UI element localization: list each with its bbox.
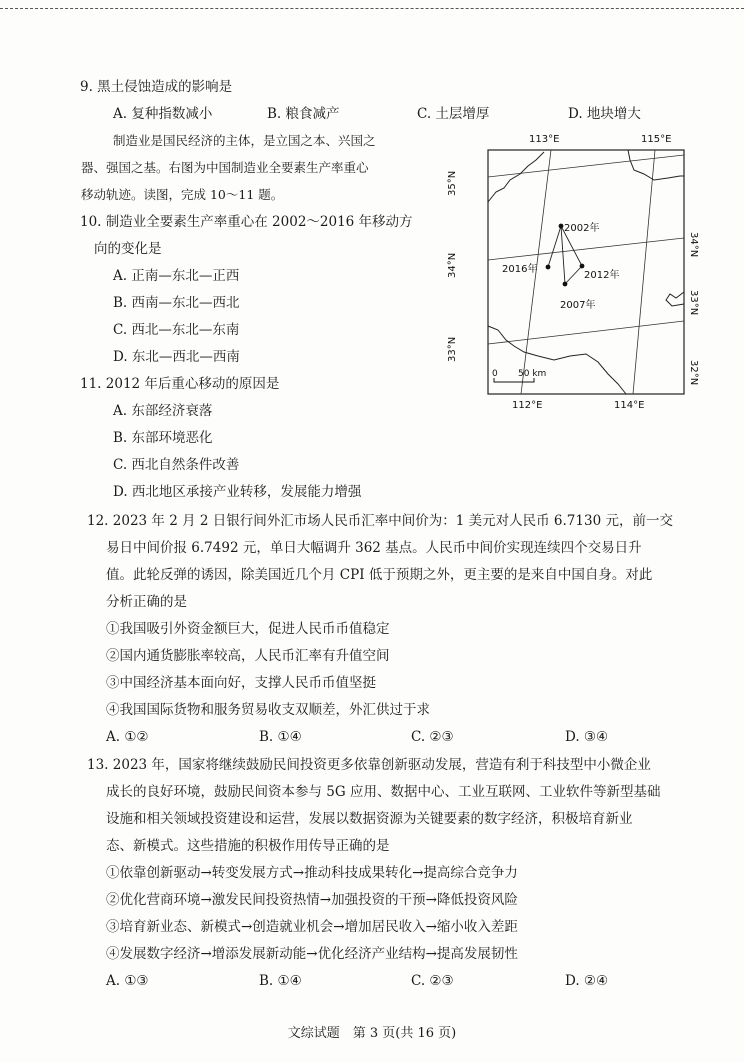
q13-stem-line-3: 设施和相关领域投资建设和运营，发展以数据资源为关键要素的数字经济，积极培育新业 — [106, 811, 633, 827]
q12-item-4: ④我国国际货物和服务贸易收支双顺差，外汇供过于求 — [106, 702, 430, 718]
lat-left-34: 34°N — [447, 252, 458, 278]
q12-stem-line-2: 易日中间价报 6.7492 元，单日大幅调升 362 基点。人民币中间价实现连续四个交易日升 — [106, 540, 642, 556]
label-2007: 2007年 — [560, 300, 596, 311]
q10-option-a: A. 正南—东北—正西 — [113, 268, 240, 284]
intro-line-1: 制造业是国民经济的主体，是立国之本、兴国之 — [113, 133, 376, 148]
label-2012: 2012年 — [584, 270, 620, 281]
lat-right-33: 33°N — [688, 290, 699, 316]
q13-stem-line-2: 成长的良好环境，鼓励民间资本参与 5G 应用、数据中心、工业互联网、工业软件等新型基础 — [106, 784, 661, 800]
point-2016 — [546, 265, 551, 270]
q9-option-c: C. 土层增厚 — [417, 106, 490, 122]
q12-stem-line-4: 分析正确的是 — [106, 594, 187, 610]
q12-item-3: ③中国经济基本面向好，支撑人民币币值坚挺 — [106, 675, 376, 691]
point-2002 — [559, 224, 564, 229]
q13-item-2: ②优化营商环境→激发民间投资热情→加强投资的干预→降低投资风险 — [106, 892, 518, 908]
page-footer: 文综试题 第 3 页(共 16 页) — [287, 1026, 457, 1041]
q12-option-b: B. ①④ — [259, 729, 302, 745]
lat-left-35: 35°N — [447, 170, 458, 196]
q12-item-1: ①我国吸引外资金额巨大，促进人民币币值稳定 — [106, 621, 390, 637]
q9-option-a: A. 复种指数减小 — [113, 106, 213, 122]
q13-stem-line-4: 态、新模式。这些措施的积极作用传导正确的是 — [106, 838, 390, 854]
q9-stem: 9. 黑土侵蚀造成的影响是 — [80, 79, 233, 95]
lon-top-113: 113°E — [529, 134, 560, 145]
lat-left-33: 33°N — [447, 336, 458, 362]
q12-option-c: C. ②③ — [411, 729, 454, 745]
q13-item-1: ①依靠创新驱动→转变发展方式→推动科技成果转化→提高综合竞争力 — [106, 865, 518, 881]
q11-option-b: B. 东部环境恶化 — [113, 430, 213, 446]
q9-option-b: B. 粮食减产 — [267, 106, 340, 122]
q11-option-c: C. 西北自然条件改善 — [113, 457, 240, 473]
lon-bottom-114: 114°E — [614, 400, 645, 411]
scale-bar — [492, 369, 546, 382]
q10-option-d: D. 东北—西北—西南 — [113, 349, 240, 365]
q11-option-d: D. 西北地区承接产业转移，发展能力增强 — [113, 484, 362, 500]
q13-option-c: C. ②③ — [411, 973, 454, 989]
q13-option-a: A. ①③ — [106, 973, 149, 989]
q11-option-a: A. 东部经济衰落 — [113, 403, 213, 419]
q12-option-d: D. ③④ — [565, 729, 609, 745]
point-2007 — [563, 282, 568, 287]
q11-stem: 11. 2012 年后重心移动的原因是 — [80, 376, 280, 392]
q10-stem-line-2: 向的变化是 — [94, 241, 162, 257]
q12-stem-line-1: 12. 2023 年 2 月 2 日银行间外汇市场人民币汇率中间价为：1 美元对人民币 6.7130 元，前一交 — [87, 513, 673, 529]
q13-item-3: ③培育新业态、新模式→创造就业机会→增加居民收入→缩小收入差距 — [106, 919, 518, 935]
q13-option-b: B. ①④ — [259, 973, 302, 989]
q13-stem-line-1: 13. 2023 年，国家将继续鼓励民间投资更多依靠创新驱动发展，营造有利于科技型中小微企业 — [87, 757, 651, 773]
label-2016: 2016年 — [502, 264, 538, 275]
intro-line-3: 移动轨迹。读图，完成 10～11 题。 — [81, 187, 284, 202]
label-2002: 2002年 — [564, 223, 600, 234]
intro-line-2: 器、强国之基。右图为中国制造业全要素生产率重心 — [81, 160, 369, 175]
q10-option-c: C. 西北—东北—东南 — [113, 322, 240, 338]
manufacturing-centroid-map — [447, 130, 720, 411]
point-2012 — [580, 264, 585, 269]
lon-bottom-112: 112°E — [512, 400, 543, 411]
q12-item-2: ②国内通货膨胀率较高，人民币汇率有升值空间 — [106, 648, 390, 664]
q12-option-a: A. ①② — [106, 729, 149, 745]
lat-right-32: 32°N — [688, 360, 699, 386]
q10-option-b: B. 西南—东北—西北 — [113, 295, 240, 311]
centroid-track — [548, 226, 582, 284]
top-dashed-border — [0, 8, 744, 9]
lat-right-34: 34°N — [688, 232, 699, 258]
q13-item-4: ④发展数字经济→增添发展新动能→优化经济产业结构→提高发展韧性 — [106, 946, 518, 962]
scale-zero: 0 — [492, 369, 498, 379]
q10-stem-line-1: 10. 制造业全要素生产率重心在 2002～2016 年移动方 — [80, 214, 413, 230]
q13-option-d: D. ②④ — [565, 973, 609, 989]
scale-50km: 50 km — [518, 369, 547, 379]
lon-top-115: 115°E — [641, 134, 672, 145]
q12-stem-line-3: 值。此轮反弹的诱因，除美国近几个月 CPI 低于预期之外，更主要的是来自中国自身。对此 — [106, 567, 653, 583]
q9-option-d: D. 地块增大 — [568, 106, 641, 122]
